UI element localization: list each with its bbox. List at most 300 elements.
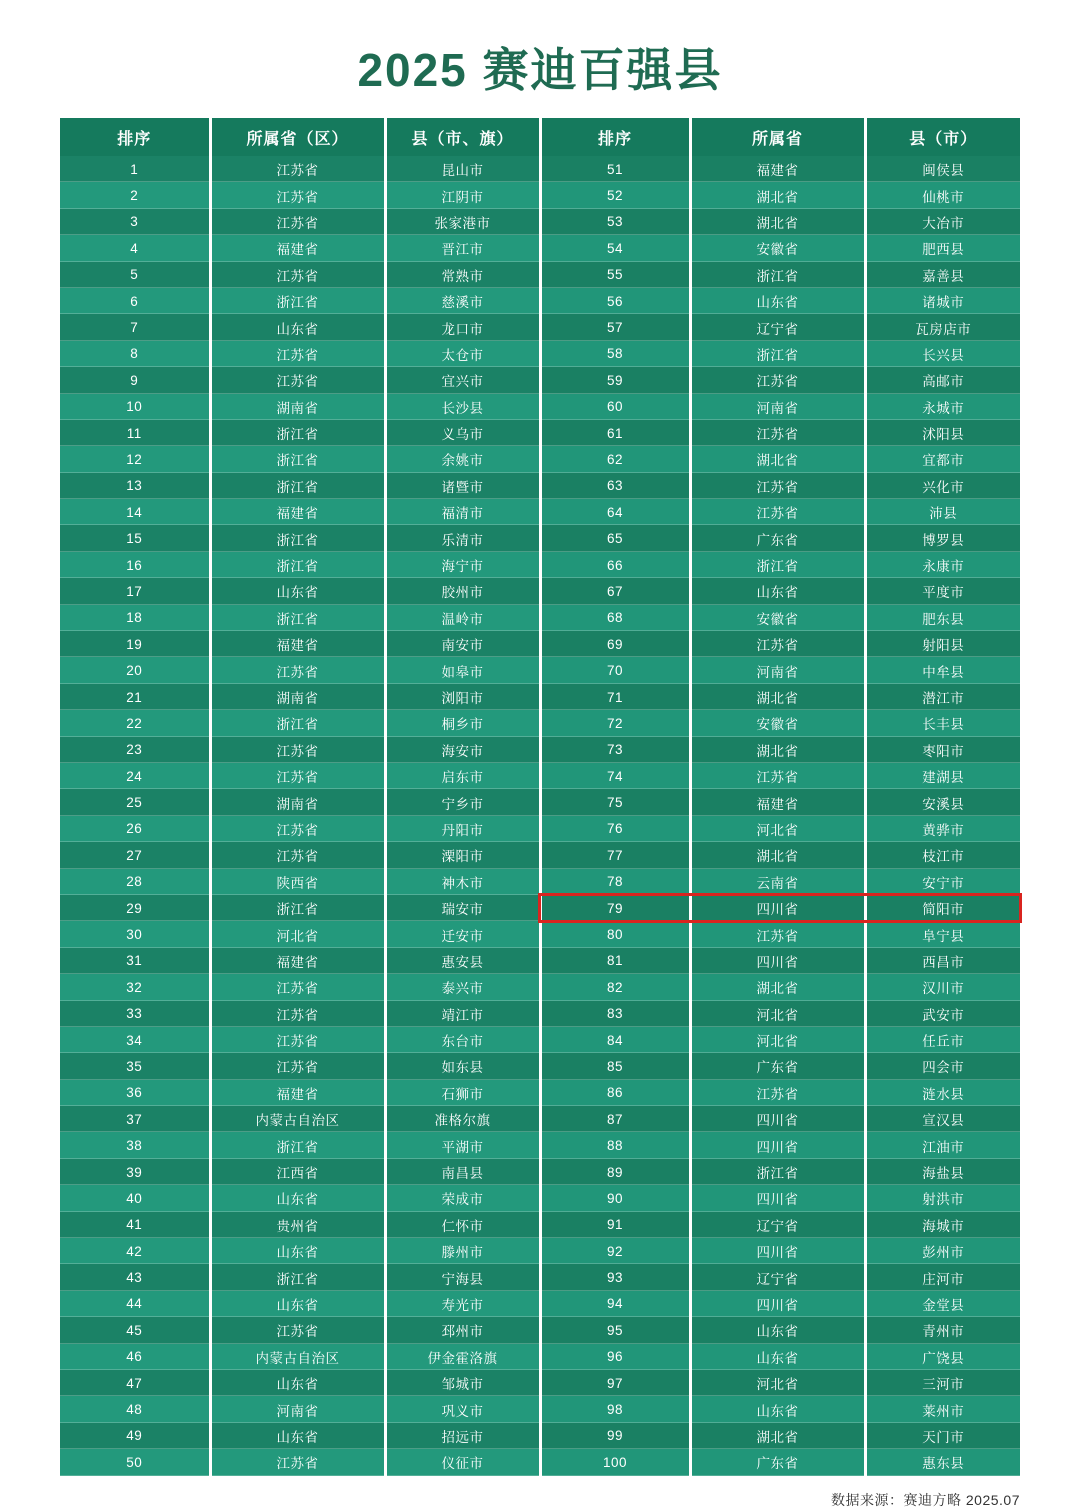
- page-title: 2025 赛迪百强县: [357, 44, 723, 96]
- cell-province-right: 江苏省: [690, 473, 865, 499]
- cell-county-left: 巩义市: [385, 1396, 540, 1422]
- cell-county-left: 太仓市: [385, 341, 540, 367]
- cell-rank-left: 23: [60, 737, 210, 763]
- table-row: [60, 1053, 1020, 1079]
- cell-province-right: 湖北省: [690, 209, 865, 235]
- cell-province-right: 四川省: [690, 1238, 865, 1264]
- cell-county-left: 启东市: [385, 763, 540, 789]
- cell-rank-left: 50: [60, 1449, 210, 1475]
- cell-rank-left: 11: [60, 420, 210, 446]
- cell-county-left: 惠安县: [385, 948, 540, 974]
- cell-county-right: 兴化市: [865, 473, 1020, 499]
- cell-rank-right: 61: [540, 420, 690, 446]
- rank-table: [60, 118, 1020, 1476]
- cell-rank-left: 35: [60, 1053, 210, 1079]
- cell-province-left: 浙江省: [210, 288, 385, 314]
- cell-rank-right: 56: [540, 288, 690, 314]
- cell-county-left: 桐乡市: [385, 710, 540, 736]
- cell-province-left: 浙江省: [210, 525, 385, 551]
- cell-county-left: 仁怀市: [385, 1212, 540, 1238]
- table-row: [60, 182, 1020, 208]
- cell-rank-left: 13: [60, 473, 210, 499]
- table-row: [60, 262, 1020, 288]
- cell-rank-right: 75: [540, 789, 690, 815]
- cell-county-left: 瑞安市: [385, 895, 540, 921]
- cell-county-right: 宣汉县: [865, 1106, 1020, 1132]
- cell-province-left: 江苏省: [210, 341, 385, 367]
- cell-province-right: 湖北省: [690, 737, 865, 763]
- cell-province-left: 内蒙古自治区: [210, 1106, 385, 1132]
- table-row: [60, 499, 1020, 525]
- cell-county-left: 昆山市: [385, 156, 540, 182]
- cell-rank-left: 45: [60, 1317, 210, 1343]
- cell-rank-left: 40: [60, 1185, 210, 1211]
- cell-rank-left: 17: [60, 578, 210, 604]
- cell-county-left: 如东县: [385, 1053, 540, 1079]
- source-note: 数据来源：赛迪方略 2025.07: [831, 1491, 1020, 1508]
- cell-province-right: 四川省: [690, 1106, 865, 1132]
- table-row: [60, 921, 1020, 947]
- cell-rank-left: 3: [60, 209, 210, 235]
- cell-rank-right: 77: [540, 842, 690, 868]
- cell-county-left: 张家港市: [385, 209, 540, 235]
- cell-county-right: 彭州市: [865, 1238, 1020, 1264]
- cell-province-left: 江苏省: [210, 842, 385, 868]
- cell-rank-left: 41: [60, 1212, 210, 1238]
- cell-county-right: 西昌市: [865, 948, 1020, 974]
- table-row: [60, 1449, 1020, 1475]
- table-row: [60, 341, 1020, 367]
- cell-province-right: 河南省: [690, 657, 865, 683]
- cell-rank-left: 46: [60, 1344, 210, 1370]
- cell-province-right: 湖北省: [690, 182, 865, 208]
- cell-county-right: 三河市: [865, 1370, 1020, 1396]
- table-row: [60, 1027, 1020, 1053]
- cell-county-right: 永城市: [865, 394, 1020, 420]
- table-row: [60, 525, 1020, 551]
- cell-county-left: 如皋市: [385, 657, 540, 683]
- cell-rank-left: 48: [60, 1396, 210, 1422]
- table-row: [60, 394, 1020, 420]
- cell-province-right: 云南省: [690, 869, 865, 895]
- cell-province-right: 湖北省: [690, 1423, 865, 1449]
- cell-province-left: 浙江省: [210, 895, 385, 921]
- cell-county-right: 简阳市: [865, 895, 1020, 921]
- cell-province-left: 湖南省: [210, 394, 385, 420]
- cell-county-right: 青州市: [865, 1317, 1020, 1343]
- cell-rank-right: 94: [540, 1291, 690, 1317]
- table-row: [60, 948, 1020, 974]
- cell-county-left: 丹阳市: [385, 816, 540, 842]
- cell-county-right: 肥西县: [865, 235, 1020, 261]
- cell-province-left: 福建省: [210, 499, 385, 525]
- cell-province-left: 江苏省: [210, 367, 385, 393]
- cell-rank-left: 8: [60, 341, 210, 367]
- cell-rank-left: 22: [60, 710, 210, 736]
- cell-province-right: 江苏省: [690, 499, 865, 525]
- cell-county-right: 枣阳市: [865, 737, 1020, 763]
- cell-rank-right: 73: [540, 737, 690, 763]
- cell-county-left: 龙口市: [385, 314, 540, 340]
- cell-rank-right: 66: [540, 552, 690, 578]
- table-row: [60, 895, 1020, 921]
- cell-county-left: 海安市: [385, 737, 540, 763]
- cell-province-right: 广东省: [690, 1449, 865, 1475]
- cell-province-left: 湖南省: [210, 684, 385, 710]
- cell-county-right: 海盐县: [865, 1159, 1020, 1185]
- cell-province-left: 山东省: [210, 314, 385, 340]
- cell-province-right: 广东省: [690, 1053, 865, 1079]
- table-row: [60, 1396, 1020, 1422]
- cell-county-right: 阜宁县: [865, 921, 1020, 947]
- cell-province-left: 江苏省: [210, 1027, 385, 1053]
- cell-province-right: 浙江省: [690, 552, 865, 578]
- cell-province-right: 山东省: [690, 288, 865, 314]
- cell-rank-right: 79: [540, 895, 690, 921]
- cell-county-left: 浏阳市: [385, 684, 540, 710]
- column-header-rank-left: 排序: [60, 118, 210, 156]
- table-row: [60, 842, 1020, 868]
- cell-rank-left: 49: [60, 1423, 210, 1449]
- table-row: [60, 763, 1020, 789]
- cell-county-right: 高邮市: [865, 367, 1020, 393]
- cell-county-right: 黄骅市: [865, 816, 1020, 842]
- cell-rank-right: 82: [540, 974, 690, 1000]
- cell-county-right: 沭阳县: [865, 420, 1020, 446]
- cell-county-right: 建湖县: [865, 763, 1020, 789]
- cell-county-right: 博罗县: [865, 525, 1020, 551]
- cell-province-left: 江苏省: [210, 1001, 385, 1027]
- cell-province-right: 湖北省: [690, 446, 865, 472]
- cell-county-left: 温岭市: [385, 605, 540, 631]
- cell-rank-left: 4: [60, 235, 210, 261]
- cell-county-right: 闽侯县: [865, 156, 1020, 182]
- cell-county-left: 海宁市: [385, 552, 540, 578]
- cell-county-left: 石狮市: [385, 1080, 540, 1106]
- cell-county-left: 平湖市: [385, 1132, 540, 1158]
- cell-county-right: 诸城市: [865, 288, 1020, 314]
- cell-province-right: 河北省: [690, 816, 865, 842]
- cell-province-left: 贵州省: [210, 1212, 385, 1238]
- cell-county-left: 招远市: [385, 1423, 540, 1449]
- cell-rank-left: 29: [60, 895, 210, 921]
- cell-rank-right: 85: [540, 1053, 690, 1079]
- cell-province-left: 浙江省: [210, 446, 385, 472]
- cell-rank-left: 42: [60, 1238, 210, 1264]
- cell-rank-right: 51: [540, 156, 690, 182]
- cell-rank-right: 89: [540, 1159, 690, 1185]
- cell-province-left: 河南省: [210, 1396, 385, 1422]
- cell-county-right: 天门市: [865, 1423, 1020, 1449]
- table-row: [60, 1001, 1020, 1027]
- cell-county-right: 射洪市: [865, 1185, 1020, 1211]
- cell-rank-right: 100: [540, 1449, 690, 1475]
- cell-rank-right: 62: [540, 446, 690, 472]
- cell-province-left: 浙江省: [210, 1132, 385, 1158]
- cell-rank-right: 57: [540, 314, 690, 340]
- cell-county-left: 邳州市: [385, 1317, 540, 1343]
- cell-rank-left: 33: [60, 1001, 210, 1027]
- cell-province-left: 浙江省: [210, 1264, 385, 1290]
- table-row: [60, 974, 1020, 1000]
- cell-province-left: 湖南省: [210, 789, 385, 815]
- cell-county-right: 金堂县: [865, 1291, 1020, 1317]
- cell-rank-right: 83: [540, 1001, 690, 1027]
- table-row: [60, 1132, 1020, 1158]
- cell-province-left: 浙江省: [210, 473, 385, 499]
- cell-rank-right: 59: [540, 367, 690, 393]
- table-row: [60, 631, 1020, 657]
- cell-province-left: 浙江省: [210, 552, 385, 578]
- cell-county-right: 安宁市: [865, 869, 1020, 895]
- cell-province-right: 山东省: [690, 578, 865, 604]
- cell-province-right: 安徽省: [690, 710, 865, 736]
- table-row: [60, 1080, 1020, 1106]
- cell-rank-right: 63: [540, 473, 690, 499]
- cell-province-right: 山东省: [690, 1396, 865, 1422]
- cell-rank-left: 36: [60, 1080, 210, 1106]
- cell-county-right: 武安市: [865, 1001, 1020, 1027]
- table-row: [60, 1264, 1020, 1290]
- cell-province-right: 浙江省: [690, 341, 865, 367]
- cell-county-right: 平度市: [865, 578, 1020, 604]
- cell-rank-right: 64: [540, 499, 690, 525]
- table-row: [60, 789, 1020, 815]
- cell-province-left: 江西省: [210, 1159, 385, 1185]
- cell-county-right: 汉川市: [865, 974, 1020, 1000]
- cell-province-left: 江苏省: [210, 1449, 385, 1475]
- cell-province-left: 江苏省: [210, 737, 385, 763]
- cell-county-right: 任丘市: [865, 1027, 1020, 1053]
- cell-rank-left: 18: [60, 605, 210, 631]
- cell-province-right: 四川省: [690, 1132, 865, 1158]
- cell-rank-right: 78: [540, 869, 690, 895]
- cell-county-right: 沛县: [865, 499, 1020, 525]
- cell-county-right: 潜江市: [865, 684, 1020, 710]
- cell-province-right: 河北省: [690, 1370, 865, 1396]
- table-header: [60, 118, 1020, 156]
- cell-province-left: 山东省: [210, 578, 385, 604]
- cell-province-right: 辽宁省: [690, 1212, 865, 1238]
- cell-province-right: 安徽省: [690, 235, 865, 261]
- cell-province-right: 福建省: [690, 156, 865, 182]
- cell-province-left: 山东省: [210, 1423, 385, 1449]
- table-row: [60, 869, 1020, 895]
- cell-province-right: 江苏省: [690, 921, 865, 947]
- cell-rank-right: 95: [540, 1317, 690, 1343]
- table-row: [60, 1185, 1020, 1211]
- cell-county-left: 胶州市: [385, 578, 540, 604]
- cell-rank-left: 5: [60, 262, 210, 288]
- cell-province-left: 福建省: [210, 948, 385, 974]
- table-row: [60, 1344, 1020, 1370]
- cell-province-right: 福建省: [690, 789, 865, 815]
- cell-province-right: 江苏省: [690, 367, 865, 393]
- cell-province-right: 河南省: [690, 394, 865, 420]
- cell-county-right: 莱州市: [865, 1396, 1020, 1422]
- cell-rank-right: 60: [540, 394, 690, 420]
- column-header-rank-right: 排序: [540, 118, 690, 156]
- cell-county-left: 江阴市: [385, 182, 540, 208]
- cell-province-right: 山东省: [690, 1317, 865, 1343]
- cell-province-right: 江苏省: [690, 631, 865, 657]
- table-row: [60, 710, 1020, 736]
- cell-province-left: 江苏省: [210, 182, 385, 208]
- cell-rank-right: 52: [540, 182, 690, 208]
- table-header-row: [60, 118, 1020, 156]
- cell-rank-left: 26: [60, 816, 210, 842]
- cell-rank-left: 24: [60, 763, 210, 789]
- table-row: [60, 657, 1020, 683]
- cell-province-left: 江苏省: [210, 156, 385, 182]
- cell-rank-left: 10: [60, 394, 210, 420]
- cell-province-right: 安徽省: [690, 605, 865, 631]
- cell-province-right: 四川省: [690, 1185, 865, 1211]
- cell-rank-right: 81: [540, 948, 690, 974]
- cell-province-left: 内蒙古自治区: [210, 1344, 385, 1370]
- cell-rank-right: 71: [540, 684, 690, 710]
- cell-county-left: 宜兴市: [385, 367, 540, 393]
- cell-county-left: 长沙县: [385, 394, 540, 420]
- cell-province-right: 河北省: [690, 1027, 865, 1053]
- cell-county-left: 南安市: [385, 631, 540, 657]
- cell-county-left: 迁安市: [385, 921, 540, 947]
- cell-province-left: 江苏省: [210, 657, 385, 683]
- cell-province-left: 江苏省: [210, 1317, 385, 1343]
- cell-province-left: 浙江省: [210, 605, 385, 631]
- cell-county-right: 惠东县: [865, 1449, 1020, 1475]
- cell-rank-right: 74: [540, 763, 690, 789]
- cell-rank-left: 39: [60, 1159, 210, 1185]
- cell-province-right: 四川省: [690, 948, 865, 974]
- cell-rank-right: 86: [540, 1080, 690, 1106]
- cell-rank-left: 34: [60, 1027, 210, 1053]
- cell-province-right: 江苏省: [690, 1080, 865, 1106]
- table-row: [60, 367, 1020, 393]
- table-row: [60, 1159, 1020, 1185]
- column-header-county-left: 县（市、旗）: [385, 118, 540, 156]
- table-row: [60, 209, 1020, 235]
- table-row: [60, 737, 1020, 763]
- cell-county-right: 江油市: [865, 1132, 1020, 1158]
- cell-county-right: 中牟县: [865, 657, 1020, 683]
- cell-rank-right: 97: [540, 1370, 690, 1396]
- cell-county-right: 四会市: [865, 1053, 1020, 1079]
- cell-county-left: 准格尔旗: [385, 1106, 540, 1132]
- cell-rank-right: 90: [540, 1185, 690, 1211]
- table-row: [60, 1238, 1020, 1264]
- cell-province-left: 山东省: [210, 1291, 385, 1317]
- cell-county-left: 义乌市: [385, 420, 540, 446]
- table-row: [60, 314, 1020, 340]
- cell-province-right: 辽宁省: [690, 314, 865, 340]
- cell-rank-right: 76: [540, 816, 690, 842]
- cell-county-left: 南昌县: [385, 1159, 540, 1185]
- cell-county-right: 嘉善县: [865, 262, 1020, 288]
- cell-rank-left: 6: [60, 288, 210, 314]
- rank-table-wrapper: [60, 118, 1020, 1476]
- cell-rank-left: 15: [60, 525, 210, 551]
- cell-rank-left: 25: [60, 789, 210, 815]
- cell-province-right: 江苏省: [690, 420, 865, 446]
- cell-rank-left: 16: [60, 552, 210, 578]
- cell-county-left: 邹城市: [385, 1370, 540, 1396]
- cell-province-left: 河北省: [210, 921, 385, 947]
- cell-county-left: 泰兴市: [385, 974, 540, 1000]
- table-row: [60, 1106, 1020, 1132]
- cell-province-right: 河北省: [690, 1001, 865, 1027]
- cell-rank-right: 98: [540, 1396, 690, 1422]
- cell-rank-right: 84: [540, 1027, 690, 1053]
- cell-rank-right: 69: [540, 631, 690, 657]
- cell-rank-right: 93: [540, 1264, 690, 1290]
- cell-county-right: 长丰县: [865, 710, 1020, 736]
- column-header-province-left: 所属省（区）: [210, 118, 385, 156]
- cell-province-right: 江苏省: [690, 763, 865, 789]
- cell-county-left: 东台市: [385, 1027, 540, 1053]
- column-header-county-right: 县（市）: [865, 118, 1020, 156]
- cell-province-left: 江苏省: [210, 974, 385, 1000]
- cell-rank-left: 30: [60, 921, 210, 947]
- cell-county-left: 晋江市: [385, 235, 540, 261]
- cell-rank-right: 88: [540, 1132, 690, 1158]
- cell-province-left: 山东省: [210, 1238, 385, 1264]
- table-row: [60, 684, 1020, 710]
- cell-county-left: 伊金霍洛旗: [385, 1344, 540, 1370]
- cell-rank-right: 67: [540, 578, 690, 604]
- cell-county-right: 瓦房店市: [865, 314, 1020, 340]
- cell-county-left: 余姚市: [385, 446, 540, 472]
- cell-county-right: 安溪县: [865, 789, 1020, 815]
- cell-rank-left: 47: [60, 1370, 210, 1396]
- cell-rank-right: 70: [540, 657, 690, 683]
- cell-county-left: 滕州市: [385, 1238, 540, 1264]
- table-row: [60, 156, 1020, 182]
- cell-province-right: 湖北省: [690, 974, 865, 1000]
- cell-rank-left: 7: [60, 314, 210, 340]
- table-row: [60, 235, 1020, 261]
- cell-rank-left: 27: [60, 842, 210, 868]
- cell-rank-right: 92: [540, 1238, 690, 1264]
- cell-rank-right: 72: [540, 710, 690, 736]
- cell-province-left: 福建省: [210, 235, 385, 261]
- cell-rank-left: 31: [60, 948, 210, 974]
- cell-province-right: 浙江省: [690, 1159, 865, 1185]
- cell-county-left: 乐清市: [385, 525, 540, 551]
- cell-rank-left: 37: [60, 1106, 210, 1132]
- cell-rank-right: 65: [540, 525, 690, 551]
- table-row: [60, 816, 1020, 842]
- cell-county-right: 长兴县: [865, 341, 1020, 367]
- cell-province-left: 江苏省: [210, 763, 385, 789]
- cell-rank-left: 44: [60, 1291, 210, 1317]
- cell-county-right: 宜都市: [865, 446, 1020, 472]
- cell-rank-left: 1: [60, 156, 210, 182]
- cell-county-right: 涟水县: [865, 1080, 1020, 1106]
- cell-rank-right: 87: [540, 1106, 690, 1132]
- cell-rank-left: 28: [60, 869, 210, 895]
- cell-rank-left: 38: [60, 1132, 210, 1158]
- cell-county-left: 宁海县: [385, 1264, 540, 1290]
- cell-rank-left: 20: [60, 657, 210, 683]
- table-row: [60, 473, 1020, 499]
- cell-rank-right: 96: [540, 1344, 690, 1370]
- cell-province-left: 浙江省: [210, 420, 385, 446]
- column-header-province-right: 所属省: [690, 118, 865, 156]
- cell-county-right: 枝江市: [865, 842, 1020, 868]
- table-row: [60, 446, 1020, 472]
- table-body: [60, 156, 1020, 1476]
